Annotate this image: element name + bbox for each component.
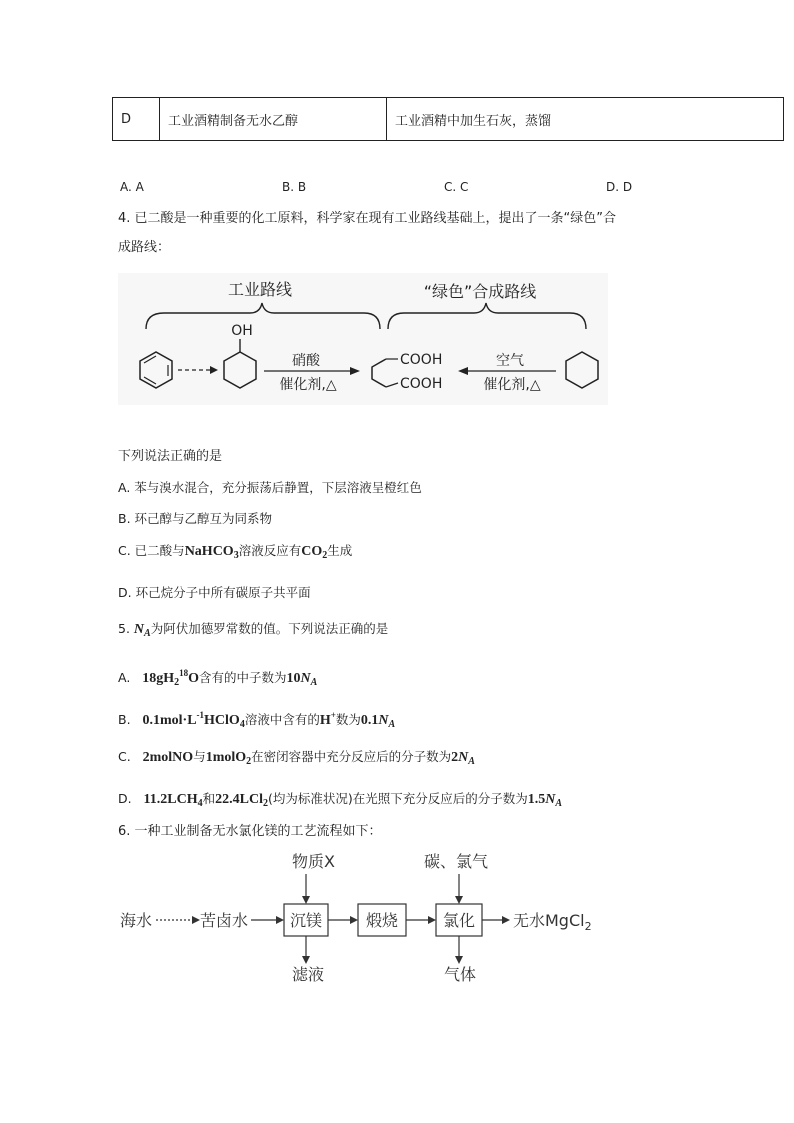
flow-input-carbon-chlorine: 碳、氯气 — [424, 852, 489, 871]
cooh-top: COOH — [400, 352, 443, 368]
table-row — [113, 98, 784, 141]
formula-h-plus: H+ — [319, 710, 336, 728]
left-brace-label: 工业路线 — [227, 280, 293, 299]
q4-prompt: 下列说法正确的是 — [118, 449, 223, 464]
q6-stem: 6. 一种工业制备无水氯化镁的工艺流程如下： — [118, 824, 382, 839]
arrow1-condition: 催化剂,△ — [279, 377, 337, 393]
formula-cl2: 22.4LCl$_2$ — [215, 792, 268, 809]
q4-option-c-mid: 溶液反应有 — [238, 543, 302, 558]
flow-box-calcination-label: 煅烧 — [365, 911, 399, 930]
avogadro-symbol: $N_A$ — [133, 622, 151, 639]
formula-o2: 1molO$_2$ — [205, 750, 252, 767]
q5-d-value: $1.5N_A$ — [527, 792, 563, 809]
table-cell-method: 工业酒精中加生石灰，蒸馏 — [387, 98, 784, 141]
flow-output-filtrate: 滤液 — [292, 965, 325, 984]
table-cell-purpose: 工业酒精制备无水乙醇 — [160, 98, 387, 141]
q4-option-c-prefix: C. 已二酸与 — [118, 543, 185, 558]
q3-option-a: A. A — [120, 180, 144, 194]
flow-product: 无水MgCl$_2$ — [513, 911, 592, 933]
formula-nahco3: NaHCO$_3$ — [184, 544, 239, 561]
flow-brine: 苦卤水 — [200, 911, 249, 930]
arrow1-reagent: 硝酸 — [292, 353, 320, 369]
q4-option-b: B. 环己醇与乙醇互为同系物 — [118, 511, 273, 526]
arrow2-condition: 催化剂,△ — [483, 377, 541, 393]
q5-b-value: $0.1N_A$ — [360, 713, 396, 730]
q4-reaction-scheme — [118, 273, 608, 405]
flow-box-chlorination-label: 氯化 — [442, 911, 476, 930]
q6-flow-diagram — [118, 848, 608, 988]
cooh-bottom: COOH — [400, 376, 443, 392]
right-brace-label: “绿色”合成路线 — [423, 282, 537, 301]
flow-input-x: 物质X — [292, 852, 335, 871]
q4-stem-line2: 成路线： — [118, 240, 171, 255]
q3-option-c: C. C — [444, 180, 469, 194]
q5-option-c: C. 2molNO与1molO$_2$在密闭容器中充分反应后的分子数为$2N_A$ — [118, 749, 475, 767]
q4-option-c — [118, 542, 352, 565]
flow-seawater: 海水 — [120, 911, 153, 930]
answer-table — [112, 97, 784, 141]
formula-heavy-water: $18gH_2^{18}O$ — [142, 668, 200, 688]
formula-hclo4: $0.1mol\cdot L^{-1}HClO_4$ — [142, 710, 245, 730]
arrow2-reagent: 空气 — [496, 353, 524, 369]
formula-co2: $CO_2$ — [301, 544, 328, 561]
oh-group-label: OH — [231, 323, 253, 339]
q5-option-b: B. $0.1mol\cdot L^{-1}HClO_4$溶液中含有的H+数为$0.1N_A$ — [118, 710, 396, 730]
q4-option-c-suffix: 生成 — [327, 543, 353, 558]
q5-stem: 5. $N_A$为阿伏加德罗常数的值。下列说法正确的是 — [118, 621, 389, 639]
flow-output-gas: 气体 — [444, 965, 477, 984]
formula-no: 2molNO — [142, 750, 194, 765]
q5-option-d: D. $11.2LCH_4$和22.4LCl$_2$(均为标准状况)在光照下充分反应后的分子数为$1.5N_A$ — [118, 791, 563, 809]
flow-box-precipitation-label: 沉镁 — [289, 911, 323, 930]
formula-ch4: $11.2LCH_4$ — [143, 792, 203, 809]
table-cell-option: D — [113, 98, 160, 141]
q4-option-d: D. 环己烷分子中所有碳原子共平面 — [118, 585, 311, 600]
q3-option-d: D. D — [606, 180, 633, 194]
q4-stem-line1: 4. 已二酸是一种重要的化工原料，科学家在现有工业路线基础上，提出了一条“绿色”合 — [118, 211, 617, 226]
q5-option-a: A. $18gH_2^{18}O$含有的中子数为$10N_A$ — [118, 668, 318, 688]
q4-option-a: A. 苯与溴水混合，充分振荡后静置，下层溶液呈橙红色 — [118, 480, 422, 495]
q5-a-value: $10N_A$ — [286, 671, 318, 688]
q3-option-b: B. B — [282, 180, 307, 194]
q5-c-value: $2N_A$ — [451, 750, 475, 767]
